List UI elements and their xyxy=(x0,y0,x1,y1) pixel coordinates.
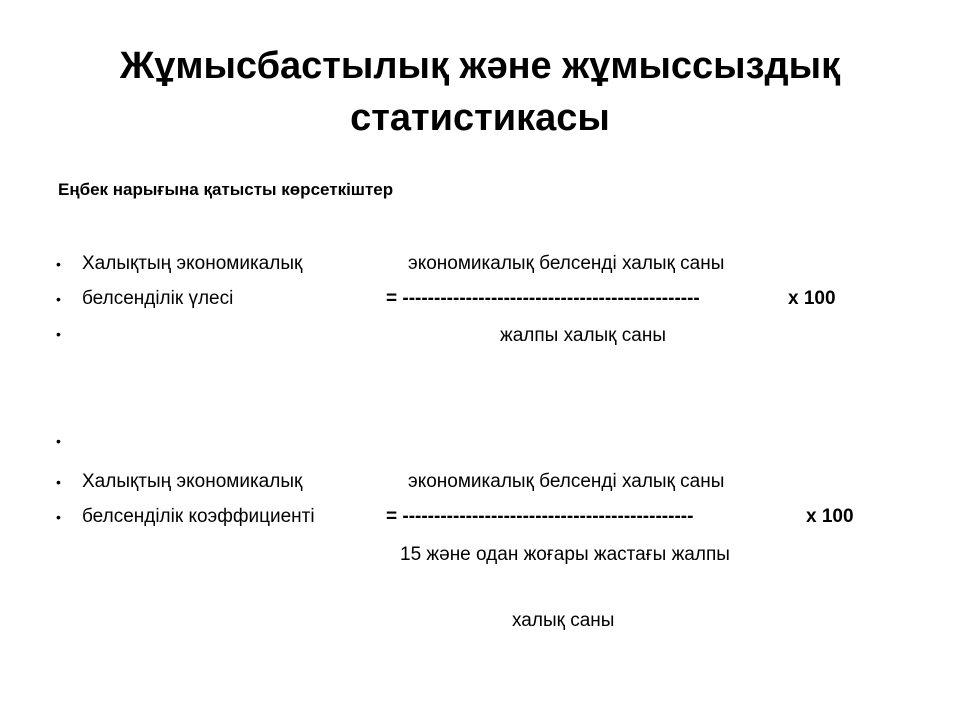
formula1-numerator: экономикалық белсенді халық саны xyxy=(408,253,725,274)
bullet-icon: • xyxy=(56,474,61,490)
section-subheading: Еңбек нарығына қатысты көрсеткіштер xyxy=(58,180,394,199)
formula2-numerator: экономикалық белсенді халық саны xyxy=(408,471,725,492)
formula2-denominator-line1: 15 және одан жоғары жастағы жалпы xyxy=(400,544,730,565)
formula1-label-line2: белсенділік үлесі xyxy=(82,288,234,309)
title-line-2: статистикасы xyxy=(350,97,610,139)
formula2-denominator-line2: халық саны xyxy=(512,610,615,631)
formula2-fraction-line: = ---------------------------------------------- xyxy=(386,506,694,527)
title-line-1: Жұмысбастылық және жұмыссыздық xyxy=(119,45,841,87)
formula1-fraction-line: = ----------------------------------------------- xyxy=(386,288,700,309)
formula2-label-line1: Халықтың экономикалық xyxy=(82,471,303,492)
slide-title xyxy=(60,40,900,144)
bullet-icon: • xyxy=(56,326,61,342)
formula1-label-line1: Халықтың экономикалық xyxy=(82,253,303,274)
formula1-denominator: жалпы халық саны xyxy=(500,325,666,346)
bullet-icon: • xyxy=(56,256,61,272)
bullet-icon: • xyxy=(56,291,61,307)
bullet-icon: • xyxy=(56,433,61,449)
bullet-icon: • xyxy=(56,509,61,525)
formula1-multiplier: х 100 xyxy=(788,288,836,309)
formula2-multiplier: х 100 xyxy=(806,506,854,527)
formula2-label-line2: белсенділік коэффициенті xyxy=(82,506,315,527)
